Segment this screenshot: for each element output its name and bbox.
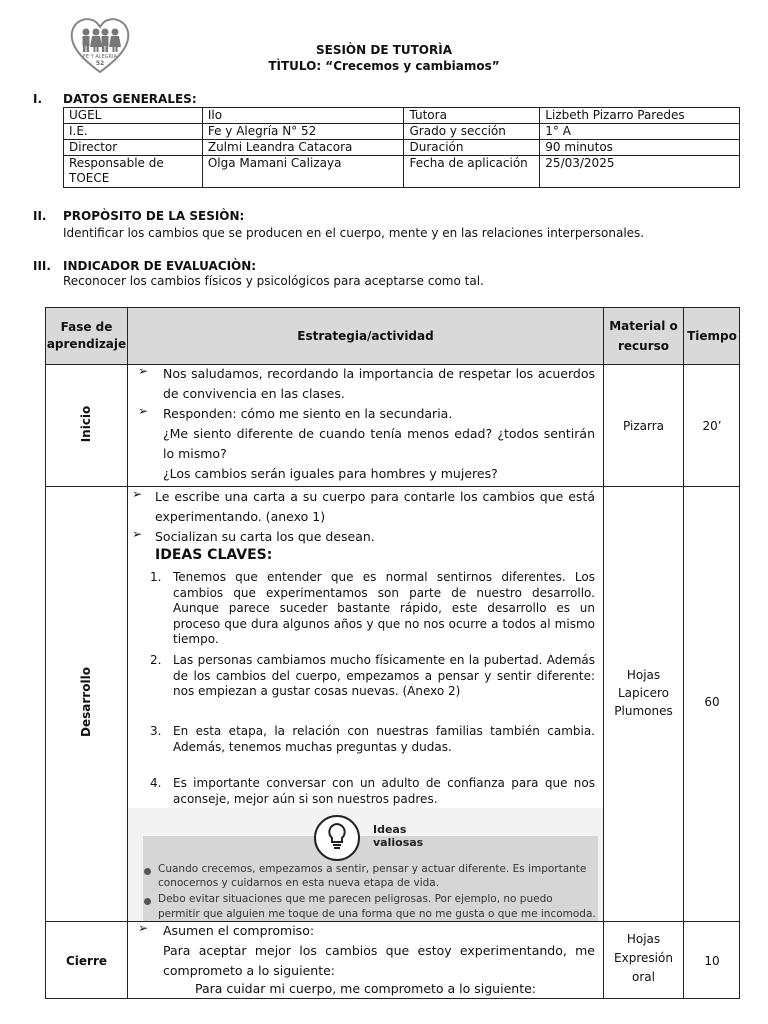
ideas-valiosas-image [128, 808, 603, 921]
cierre-commitment-2: Para cuidar mi cuerpo, me comprometo a lo siguiente: [195, 981, 536, 996]
idea-item-2: Las personas cambiamos mucho físicamente en la pubertad. Además de los cambios del cuerpo, empezamos a pensar y sentir diferente: nos empiezan a gustar cosas nuevas. (Anexo 2) [173, 653, 595, 698]
desarrollo-activity-1: Le escribe una carta a su cuerpo para contarle los cambios que está experimentando. (anexo 1) [155, 489, 595, 524]
inicio-question-2: ¿Los cambios serán iguales para hombres y mujeres? [163, 466, 498, 481]
idea-number: 3. [150, 724, 162, 738]
section-3-number: III. [33, 259, 51, 273]
image-heading-line2: valiosas [373, 836, 424, 849]
session-heading: SESIÒN DE TUTORÌA [315, 43, 452, 57]
image-text-2a: Debo evitar situaciones que me parecen peligrosas. Por ejemplo, no puedo [158, 893, 553, 905]
idea-number: 2. [150, 653, 162, 667]
general-data-table [63, 107, 740, 188]
phase-inicio: Inicio [79, 405, 93, 443]
bullet-dot-icon [144, 868, 151, 875]
arrow-bullet-icon: ➢ [138, 404, 149, 418]
idea-item-3: En esta etapa, la relación con nuestras familias también cambia. Además, tenemos muchas preguntas y dudas. [173, 724, 595, 754]
desarrollo-material [604, 666, 683, 720]
section-2-text: Identificar los cambios que se producen en el cuerpo, mente y en las relaciones interpersonales. [63, 226, 645, 240]
section-1-number: I. [33, 92, 43, 106]
image-heading-line1: Ideas [373, 823, 407, 836]
image-text-1b: conocernos y cuidarnos en esta nueva etapa de vida. [158, 877, 440, 889]
cierre-commitment-1: Para aceptar mejor los cambios que estoy experimentando, me comprometo a lo siguiente: [163, 943, 595, 978]
phase-desarrollo: Desarrollo [79, 667, 93, 737]
header-strategy: Estrategia/actividad [297, 329, 434, 343]
header-time: Tiempo [687, 329, 737, 343]
table-cell: UGEL [64, 108, 203, 124]
ideas-claves-title: IDEAS CLAVES: [155, 547, 273, 563]
table-cell: Olga Mamani Calizaya [202, 156, 404, 188]
inicio-question-1: ¿Me siento diferente de cuando tenía menos edad? ¿todos sentirán lo mismo? [163, 426, 595, 461]
desarrollo-activity-2: Socializan su carta los que desean. [155, 529, 375, 544]
logo-number: 52 [95, 60, 105, 67]
table-row [64, 108, 740, 124]
section-2-number: II. [33, 209, 47, 223]
desarrollo-time: 60 [704, 695, 720, 709]
section-1-title: DATOS GENERALES: [63, 92, 197, 106]
idea-number: 1. [150, 570, 162, 584]
table-row [64, 140, 740, 156]
arrow-bullet-icon: ➢ [138, 364, 149, 378]
table-cell: Director [64, 140, 203, 156]
idea-number: 4. [150, 776, 162, 790]
section-3-title: INDICADOR DE EVALUACIÒN: [63, 259, 257, 273]
material-item: Expresión [614, 951, 673, 965]
cierre-activity: Asumen el compromiso: [163, 923, 315, 938]
material-item: Lapicero [618, 686, 669, 700]
header-material: Material o recurso [609, 319, 678, 353]
arrow-bullet-icon: ➢ [132, 527, 143, 541]
table-cell: Responsable de TOECE [64, 156, 203, 188]
material-item: Hojas [626, 668, 661, 682]
table-cell: 90 minutos [540, 140, 740, 156]
bullet-dot-icon [144, 898, 151, 905]
arrow-bullet-icon: ➢ [138, 921, 149, 935]
cierre-time: 10 [704, 953, 720, 968]
table-cell: I.E. [64, 124, 203, 140]
session-title: TÌTULO: “Crecemos y cambiamos” [268, 59, 500, 73]
inicio-material: Pizarra [623, 418, 664, 433]
arrow-bullet-icon: ➢ [132, 487, 143, 501]
table-cell: Fe y Alegría N° 52 [202, 124, 404, 140]
cierre-material [604, 930, 683, 987]
material-item: oral [632, 970, 655, 984]
table-cell: Duración [404, 140, 540, 156]
table-cell: Lizbeth Pizarro Paredes [540, 108, 740, 124]
phase-cierre: Cierre [65, 953, 108, 968]
table-row [64, 156, 740, 188]
idea-item-1: Tenemos que entender que es normal sentirnos diferentes. Los cambios que experimentamos son parte de nuestro desarrollo. Aunque parece suceder bastante rápido, este desarrollo es un proceso que dura algunos años y que no nos ocurre a todos al mismo tiempo. [173, 570, 595, 646]
table-cell: Fecha de aplicación [404, 156, 540, 188]
image-text-1a: Cuando crecemos, empezamos a sentir, pensar y actuar diferente. Es importante [158, 863, 587, 875]
section-3-text: Reconocer los cambios físicos y psicológicos para aceptarse como tal. [63, 274, 484, 288]
idea-item-4: Es importante conversar con un adulto de confianza para que nos aconseje, mejor aún si son nuestros padres. [173, 776, 595, 806]
logo-caption: FE Y ALEGRIA [83, 54, 117, 60]
image-heading [373, 823, 423, 849]
material-item: Plumones [614, 704, 673, 718]
table-row [64, 124, 740, 140]
table-cell: Ilo [202, 108, 404, 124]
section-2-title: PROPÒSITO DE LA SESIÒN: [63, 209, 245, 223]
table-cell: Zulmi Leandra Catacora [202, 140, 404, 156]
table-cell: Tutora [404, 108, 540, 124]
inicio-activity-2: Responden: cómo me siento en la secundaria. [163, 406, 453, 421]
table-cell: 1° A [540, 124, 740, 140]
inicio-time: 20’ [702, 418, 722, 433]
inicio-activity-1: Nos saludamos, recordando la importancia de respetar los acuerdos de convivencia en las clases. [163, 366, 595, 401]
table-cell: Grado y sección [404, 124, 540, 140]
table-cell: 25/03/2025 [540, 156, 740, 188]
material-item: Hojas [626, 932, 661, 946]
image-text-2b: permitir que alguien me toque de una forma que no me gusta o que me incomoda. [158, 908, 596, 920]
header-phase: Fase de aprendizaje [46, 320, 127, 351]
lightbulb-icon [313, 814, 361, 862]
